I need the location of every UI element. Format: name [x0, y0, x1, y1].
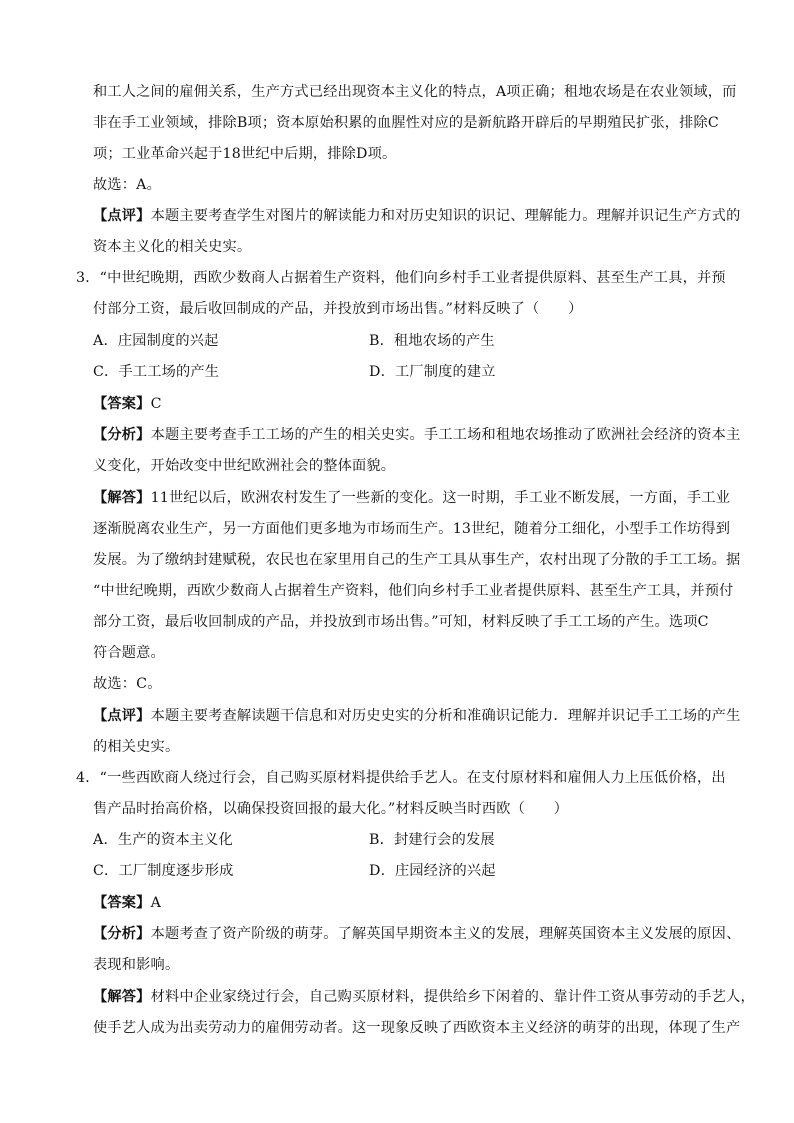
solution-tag: 【解答】	[93, 490, 151, 506]
question-number: 3．	[76, 270, 100, 286]
option-a: A．生产的资本主义化	[93, 832, 233, 848]
answer-tag: 【答案】	[93, 396, 151, 412]
answer-tag: 【答案】	[93, 895, 151, 911]
option-b: B．封建行会的发展	[369, 832, 495, 848]
comment-tag: 【点评】	[93, 708, 151, 724]
choose-line: 故选：A。	[93, 177, 161, 193]
question-3-stem: 3．“中世纪晚期，西欧少数商人占据着生产资料，他们向乡村手工业者提供原料、甚至生产工具，并预	[76, 270, 726, 286]
comment-text: 本题主要考查学生对图片的解读能力和对历史知识的识记、理解能力。理解并识记生产方式的	[150, 208, 741, 224]
comment-cont: 资本主义化的相关史实。	[93, 239, 252, 255]
solution-cont: 符合题意。	[93, 645, 165, 661]
option-c: C．工厂制度逐步形成	[93, 863, 234, 879]
option-d: D．工厂制度的建立	[369, 364, 496, 380]
solution-cont: 使手艺人成为出卖劳动力的雇佣劳动者。这一现象反映了西欧资本主义经济的萌芽的出现，体现了生产	[93, 1020, 741, 1036]
solution-cont: 发展。为了缴纳封建赋税，农民也在家里用自己的生产工具从事生产，农村出现了分散的手工工场。据	[93, 552, 741, 568]
analysis-cont: 表现和影响。	[93, 957, 180, 973]
question-4-stem: 4．“一些西欧商人绕过行会，自己购买原材料提供给手艺人。在支付原材料和雇佣人力上压低价格，出	[76, 770, 726, 786]
question-4-stem-cont: 售产品时抬高价格，以确保投资回报的最大化。”材料反映当时西欧（ ）	[93, 801, 569, 817]
text-line: 非在手工业领域，排除B项；资本原始积累的血腥性对应的是新航路开辟后的早期殖民扩张，排除C	[93, 115, 719, 131]
analysis-tag: 【分析】	[93, 427, 151, 443]
comment-line: 【点评】本题主要考查解读题干信息和对历史史实的分析和准确识记能力．理解并识记手工工场的产生	[93, 708, 741, 724]
text-line: 和工人之间的雇佣关系，生产方式已经出现资本主义化的特点，A项正确；租地农场是在农业领域，而	[93, 84, 737, 100]
option-d: D．庄园经济的兴起	[369, 863, 496, 879]
solution-line: 【解答】材料中企业家绕过行会，自己购买原材料，提供给乡下闲着的、靠计件工资从事劳动的手艺人，	[93, 989, 755, 1005]
solution-line: 【解答】11世纪以后，欧洲农村发生了一些新的变化。这一时期，手工业不断发展，一方面，手工业	[93, 490, 731, 506]
analysis-cont: 义变化，开始改变中世纪欧洲社会的整体面貌。	[93, 458, 396, 474]
analysis-line: 【分析】本题考查了资产阶级的萌芽。了解英国早期资本主义的发展，理解英国资本主义发展的原因、	[93, 926, 741, 942]
analysis-tag: 【分析】	[93, 926, 151, 942]
question-number: 4．	[76, 770, 100, 786]
answer-value: A	[150, 895, 162, 911]
analysis-line: 【分析】本题主要考查手工工场的产生的相关史实。手工工场和租地农场推动了欧洲社会经济的资本主	[93, 427, 741, 443]
answer-line	[93, 893, 161, 913]
answer-line	[93, 394, 162, 414]
text-line: 项；工业革命兴起于18世纪中后期，排除D项。	[93, 146, 397, 162]
comment-line	[93, 206, 740, 226]
option-b: B．租地农场的产生	[369, 333, 495, 349]
solution-cont: 部分工资，最后收回制成的产品，并投放到市场出售。”可知，材料反映了手工工场的产生。选项C	[93, 614, 709, 630]
solution-cont: 逐渐脱离农业生产，另一方面他们更多地为市场而生产。13世纪，随着分工细化，小型手工作坊得到	[93, 521, 731, 537]
solution-tag: 【解答】	[93, 989, 151, 1005]
question-3-stem-cont: 付部分工资，最后收回制成的产品，并投放到市场出售。”材料反映了（ ）	[93, 301, 583, 317]
option-c: C．手工工场的产生	[93, 364, 220, 380]
comment-cont: 的相关史实。	[93, 739, 180, 755]
answer-value: C	[150, 396, 162, 412]
choose-line: 故选：C。	[93, 676, 162, 692]
comment-tag: 【点评】	[93, 208, 151, 224]
solution-cont: “中世纪晚期，西欧少数商人占据着生产资料，他们向乡村手工业者提供原料、甚至生产工具，并预付	[93, 583, 734, 599]
option-a: A．庄园制度的兴起	[93, 333, 219, 349]
